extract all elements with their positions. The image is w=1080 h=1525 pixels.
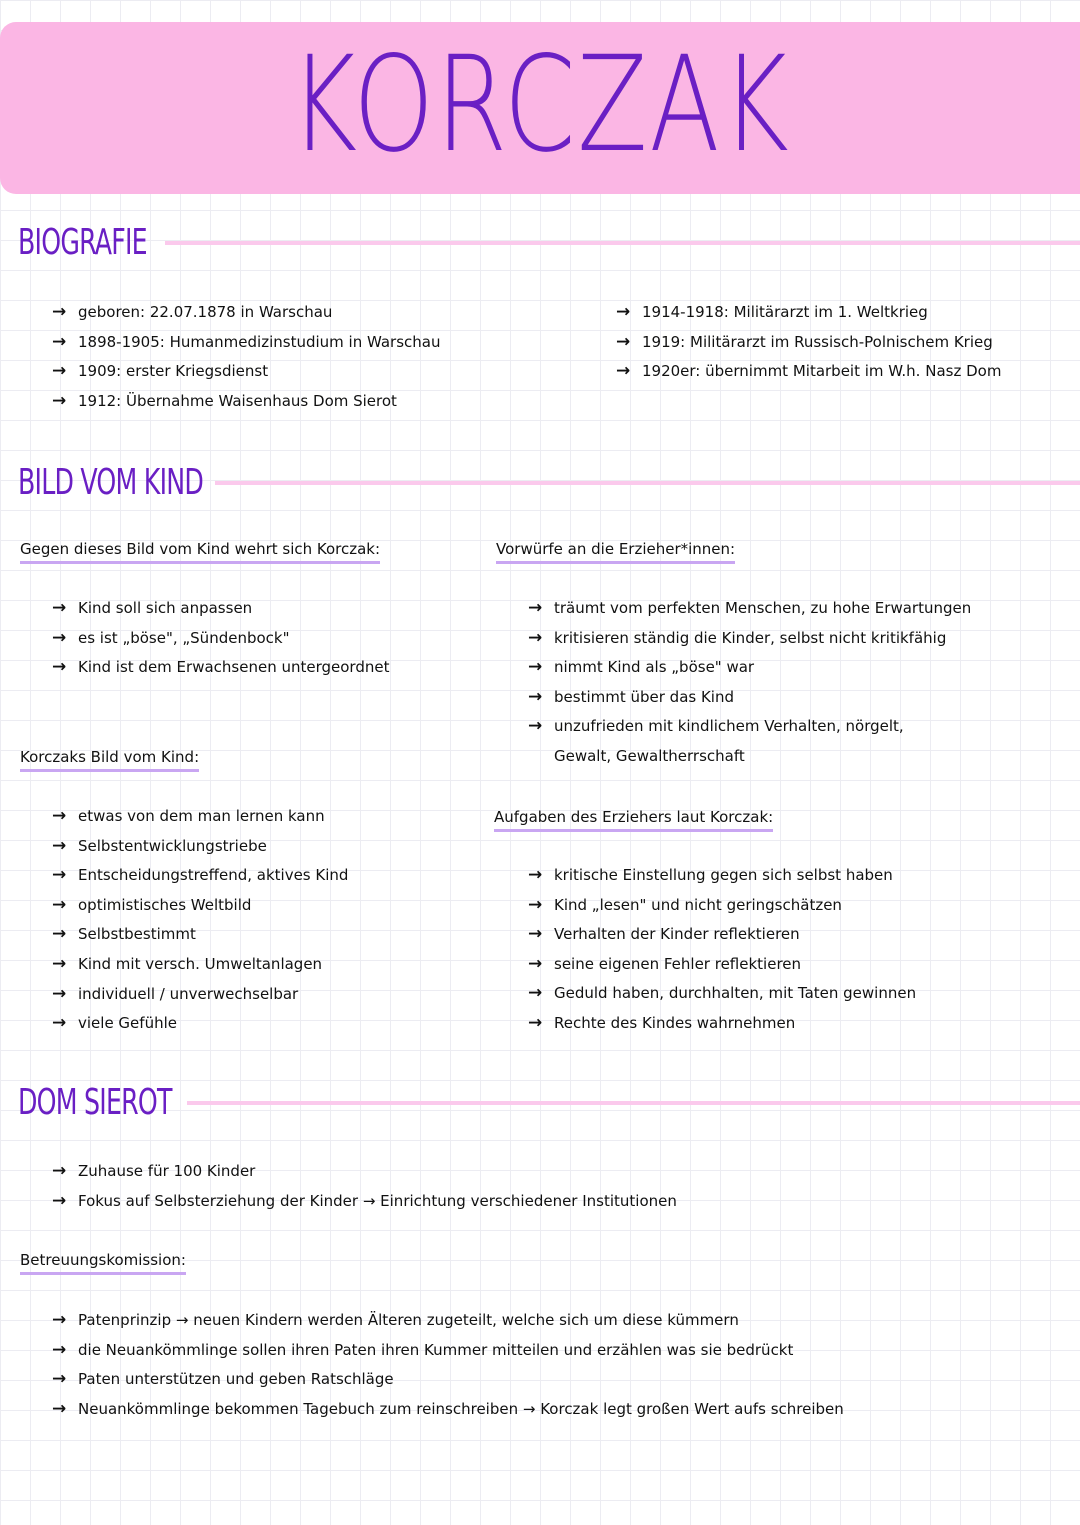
vorwuerfe-list <box>528 594 971 772</box>
arrow-right-icon: → <box>52 1398 67 1419</box>
list-item: → seine eigenen Fehler reflektieren <box>528 950 916 980</box>
dom-sierot-list <box>52 1157 677 1216</box>
arrow-right-icon: → <box>528 716 543 737</box>
betreuung-list <box>52 1306 844 1424</box>
list-item: → die Neuankömmlinge sollen ihren Paten ihren Kummer mitteilen und erzählen was sie bedrückt <box>52 1336 844 1366</box>
arrow-right-icon: → <box>528 924 543 945</box>
arrow-right-icon: → <box>616 361 631 382</box>
aufgaben-list <box>528 861 916 1039</box>
gegen-list <box>52 594 389 683</box>
arrow-right-icon: → <box>52 302 67 322</box>
list-item: → kritisieren ständig die Kinder, selbst nicht kritikfähig <box>528 624 971 654</box>
section-heading-label: BIOGRAFIE <box>18 222 147 263</box>
list-item: → 1909: erster Kriegsdienst <box>52 357 440 387</box>
list-item: → optimistisches Weltbild <box>52 891 348 921</box>
list-item: → unzufrieden mit kindlichem Verhalten, nörgelt, <box>528 712 971 742</box>
section-heading-biografie <box>18 222 1080 263</box>
section-heading-bild-vom-kind <box>18 462 1080 503</box>
arrow-right-icon: → <box>528 598 543 618</box>
arrow-right-icon: → <box>616 331 631 352</box>
arrow-right-icon: → <box>528 627 543 648</box>
arrow-right-icon: → <box>52 598 67 618</box>
list-item: → bestimmt über das Kind <box>528 683 971 713</box>
list-item: → Entscheidungstreffend, aktives Kind <box>52 861 348 891</box>
list-item: → Verhalten der Kinder reflektieren <box>528 920 916 950</box>
list-item: → Patenprinzip → neuen Kindern werden Älteren zugeteilt, welche sich um diese kümmern <box>52 1306 844 1336</box>
subheading-aufgaben: Aufgaben des Erziehers laut Korczak: <box>494 808 773 832</box>
list-item: → Kind soll sich anpassen <box>52 594 389 624</box>
arrow-right-icon: → <box>52 657 67 678</box>
arrow-right-icon: → <box>52 1190 67 1211</box>
list-item: → 1914-1918: Militärarzt im 1. Weltkrieg <box>616 298 1001 328</box>
subheading-betreuung: Betreuungskomission: <box>20 1251 186 1275</box>
list-item: → Kind ist dem Erwachsenen untergeordnet <box>52 653 389 683</box>
section-heading-dom-sierot <box>18 1082 1080 1123</box>
arrow-right-icon: → <box>52 894 67 915</box>
list-item-continuation: Gewalt, Gewaltherrschaft <box>554 746 745 765</box>
list-item: → träumt vom perfekten Menschen, zu hohe Erwartungen <box>528 594 971 624</box>
arrow-right-icon: → <box>52 953 67 974</box>
arrow-right-icon: → <box>52 1339 67 1360</box>
arrow-right-icon: → <box>528 953 543 974</box>
list-item: → 1898-1905: Humanmedizinstudium in Warschau <box>52 328 440 358</box>
list-item: → nimmt Kind als „böse" war <box>528 653 971 683</box>
section-heading-label: BILD VOM KIND <box>18 462 204 503</box>
arrow-right-icon: → <box>52 1013 67 1034</box>
arrow-right-icon: → <box>528 865 543 885</box>
list-item: → Geduld haben, durchhalten, mit Taten gewinnen <box>528 979 916 1009</box>
list-item: → viele Gefühle <box>52 1009 348 1039</box>
biografie-right-list <box>616 298 1001 387</box>
arrow-right-icon: → <box>52 983 67 1004</box>
arrow-right-icon: → <box>528 657 543 678</box>
list-item: → etwas von dem man lernen kann <box>52 802 348 832</box>
arrow-right-icon: → <box>52 1369 67 1390</box>
arrow-right-icon: → <box>528 983 543 1004</box>
list-item: → es ist „böse", „Sündenbock" <box>52 624 389 654</box>
section-rule <box>215 481 1080 485</box>
section-rule <box>165 241 1080 245</box>
list-item: → Kind mit versch. Umweltanlagen <box>52 950 348 980</box>
list-item: → 1919: Militärarzt im Russisch-Polnischem Krieg <box>616 328 1001 358</box>
arrow-right-icon: → <box>52 331 67 352</box>
arrow-right-icon: → <box>52 924 67 945</box>
arrow-right-icon: → <box>52 390 67 411</box>
list-item: → geboren: 22.07.1878 in Warschau <box>52 298 440 328</box>
list-item: → Selbstbestimmt <box>52 920 348 950</box>
arrow-right-icon: → <box>528 894 543 915</box>
list-item: → individuell / unverwechselbar <box>52 980 348 1010</box>
subheading-gegen: Gegen dieses Bild vom Kind wehrt sich Korczak: <box>20 540 380 564</box>
arrow-right-icon: → <box>528 1012 543 1033</box>
arrow-right-icon: → <box>52 1161 67 1181</box>
arrow-right-icon: → <box>528 686 543 707</box>
list-item: → 1912: Übernahme Waisenhaus Dom Sierot <box>52 387 440 417</box>
list-item: → Neuankömmlinge bekommen Tagebuch zum reinschreiben → Korczak legt großen Wert aufs schreiben <box>52 1395 844 1425</box>
arrow-right-icon: → <box>616 302 631 322</box>
list-item: → kritische Einstellung gegen sich selbst haben <box>528 861 916 891</box>
list-item: → Fokus auf Selbsterziehung der Kinder → Einrichtung verschiedener Institutionen <box>52 1187 677 1217</box>
arrow-right-icon: → <box>52 627 67 648</box>
biografie-left-list <box>52 298 440 416</box>
arrow-right-icon: → <box>52 1310 67 1330</box>
list-item: → Kind „lesen" und nicht geringschätzen <box>528 891 916 921</box>
korczak-bild-list <box>52 802 348 1039</box>
list-item: → Paten unterstützen und geben Ratschläge <box>52 1365 844 1395</box>
arrow-right-icon: → <box>52 361 67 382</box>
subheading-korczak-bild: Korczaks Bild vom Kind: <box>20 748 199 772</box>
section-heading-label: DOM SIEROT <box>18 1082 172 1123</box>
list-item: → Rechte des Kindes wahrnehmen <box>528 1009 916 1039</box>
list-item: → 1920er: übernimmt Mitarbeit im W.h. Nasz Dom <box>616 357 1001 387</box>
subheading-vorwuerfe: Vorwürfe an die Erzieher*innen: <box>496 540 735 564</box>
list-item: → Selbstentwicklungstriebe <box>52 832 348 862</box>
list-item: → Zuhause für 100 Kinder <box>52 1157 677 1187</box>
page-title: KORCZAK <box>289 28 791 182</box>
arrow-right-icon: → <box>52 806 67 826</box>
section-rule <box>187 1101 1080 1105</box>
arrow-right-icon: → <box>52 865 67 886</box>
arrow-right-icon: → <box>52 835 67 856</box>
